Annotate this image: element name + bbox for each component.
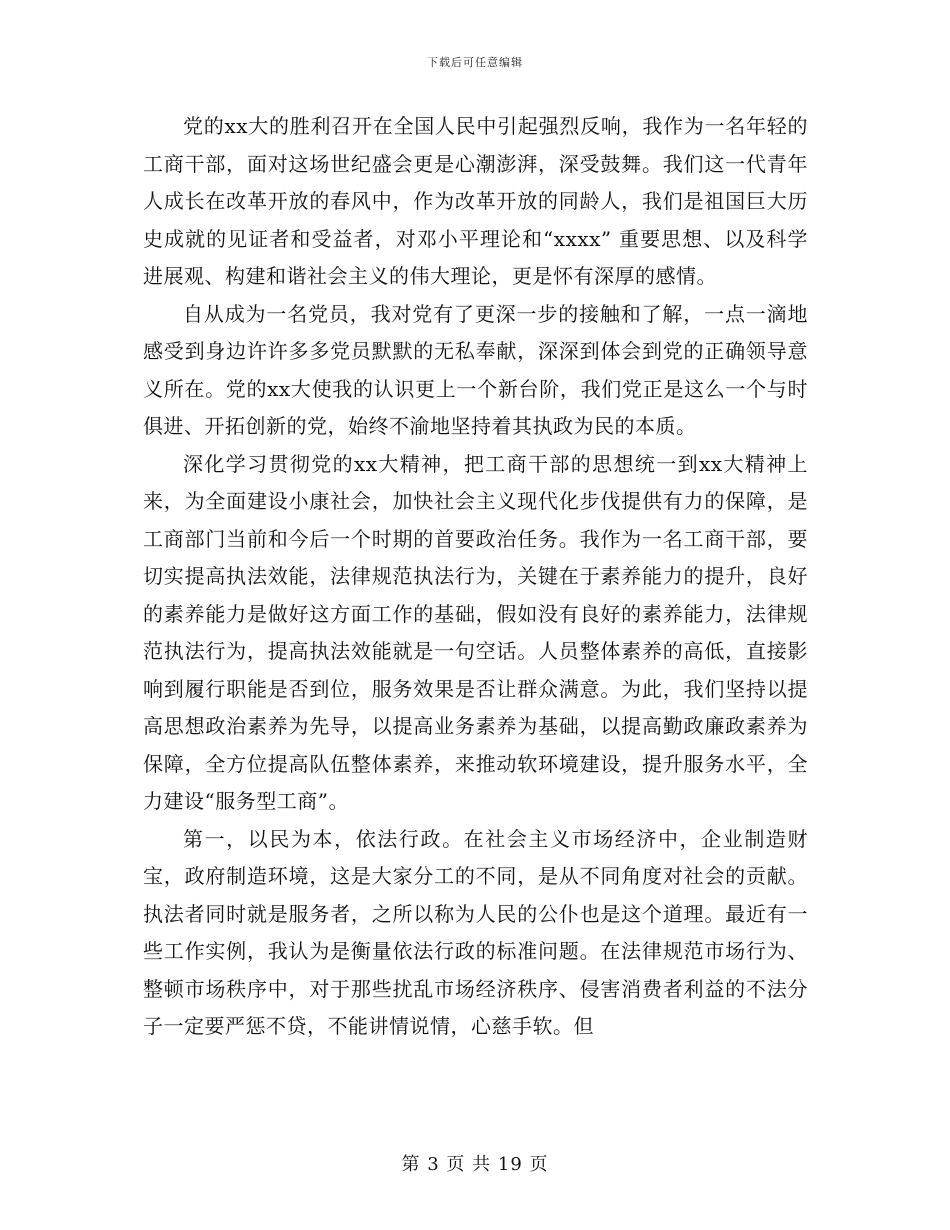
header-note: 下载后可任意编辑 bbox=[427, 56, 523, 69]
paragraph: 深化学习贯彻党的xx大精神，把工商干部的思想统一到xx大精神上来，为全面建设小康社会，加快社会主义现代化步伐提供有力的保障，是工商部门当前和今后一个时期的首要政治任务。我作为一名工商干部，要切实提高执法效能，法律规范执法行为，关键在于素养能力的提升，良好的素养能力是做好这方面工作的基础，假如没有良好的素养能力，法律规范执法行为，提高执法效能就是一句空话。人员整体素养的高低，直接影响到履行职能是否到位，服务效果是否让群众满意。为此，我们坚持以提高思想政治素养为先导，以提高业务素养为基础，以提高勤政廉政素养为保障，全方位提高队伍整体素养，来推动软环境建设，提升服务水平，全力建设“服务型工商”。 bbox=[143, 451, 808, 813]
document-body bbox=[143, 108, 808, 1046]
paragraph: 自从成为一名党员，我对党有了更深一步的接触和了解，一点一滴地感受到身边许许多多党员默默的无私奉献，深深到体会到党的正确领导意义所在。党的xx大使我的认识更上一个新台阶，我们党正是这么一个与时俱进、开拓创新的党，始终不渝地坚持着其执政为民的本质。 bbox=[143, 301, 808, 438]
paragraph: 党的xx大的胜利召开在全国人民中引起强烈反响，我作为一名年轻的工商干部，面对这场世纪盛会更是心潮澎湃，深受鼓舞。我们这一代青年人成长在改革开放的春风中，作为改革开放的同龄人，我们是祖国巨大历史成就的见证者和受益者，对邓小平理论和“xxxx” 重要思想、以及科学进展观、构建和谐社会主义的伟大理论，更是怀有深厚的感情。 bbox=[143, 114, 808, 288]
page-label-suffix: 页 bbox=[529, 1154, 549, 1175]
total-pages-number: 19 bbox=[497, 1154, 523, 1175]
paragraph: 第一，以民为本，依法行政。在社会主义市场经济中，企业制造财宝，政府制造环境，这是大家分工的不同，是从不同角度对社会的贡献。执法者同时就是服务者，之所以称为人民的公仆也是这个道理。最近有一些工作实例，我认为是衡量依法行政的标准问题。在法律规范市场行为、整顿市场秩序中，对于那些扰乱市场经济秩序、侵害消费者利益的不法分子一定要严惩不贷，不能讲情说情，心慈手软。但 bbox=[143, 826, 808, 1038]
page-label-prefix: 第 bbox=[401, 1154, 421, 1175]
current-page-number: 3 bbox=[427, 1154, 440, 1175]
page-label-mid: 页 共 bbox=[446, 1154, 492, 1175]
page-footer bbox=[0, 1150, 950, 1176]
